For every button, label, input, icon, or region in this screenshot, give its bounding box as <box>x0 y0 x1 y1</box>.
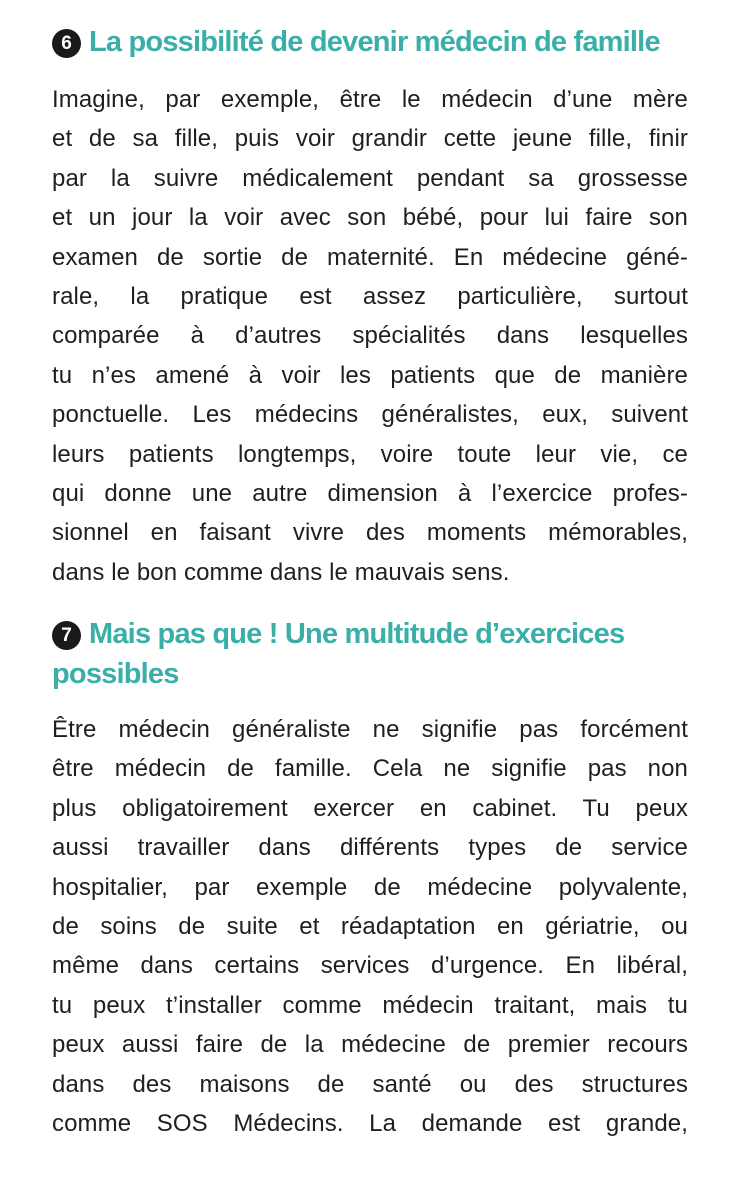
text-line: Imagine, par exemple, être le médecin d’une mère <box>52 86 688 113</box>
text-line: et un jour la voir avec son bébé, pour lui faire son <box>52 204 688 232</box>
section-paragraph-6 <box>52 80 688 592</box>
text-line: peux aussi faire de la médecine de premier recours <box>52 1031 688 1059</box>
text-line: et de sa fille, puis voir grandir cette jeune fille, finir <box>52 125 688 153</box>
text-line: être médecin de famille. Cela ne signifie pas non <box>52 755 688 783</box>
text-line: par la suivre médicalement pendant sa grossesse <box>52 164 688 192</box>
text-line: plus obligatoirement exercer en cabinet. Tu peux <box>52 794 688 822</box>
text-line: rale, la pratique est assez particulière, surtout <box>52 283 688 311</box>
text-line: aussi travailler dans différents types de service <box>52 834 688 862</box>
text-line: examen de sortie de maternité. En médecine géné- <box>52 243 688 271</box>
text-line: qui donne une autre dimension à l’exercice profes- <box>52 480 688 508</box>
section-heading-6 <box>52 22 660 62</box>
text-line: Être médecin généraliste ne signifie pas forcément <box>52 716 688 743</box>
text-line: leurs patients longtemps, voire toute leur vie, ce <box>52 440 688 468</box>
text-line: ponctuelle. Les médecins généralistes, eux, suivent <box>52 401 688 429</box>
text-line: comparée à d’autres spécialités dans lesquelles <box>52 322 688 350</box>
section-heading-7 <box>52 614 688 694</box>
text-line: de soins de suite et réadaptation en gériatrie, ou <box>52 913 688 941</box>
text-line: hospitalier, par exemple de médecine polyvalente, <box>52 873 688 901</box>
section-title-7: Mais pas que ! Une multitude d’exercices possibles <box>52 618 625 690</box>
section-paragraph-7 <box>52 710 688 1143</box>
section-number-badge-7: 7 <box>52 621 81 650</box>
text-line: sionnel en faisant vivre des moments mémorables, <box>52 519 688 547</box>
text-line: dans le bon comme dans le mauvais sens. <box>52 558 510 586</box>
text-line: comme SOS Médecins. La demande est grande, <box>52 1110 688 1138</box>
text-line: même dans certains services d’urgence. En libéral, <box>52 952 688 980</box>
section-number-badge-6: 6 <box>52 29 81 58</box>
text-line: tu n’es amené à voir les patients que de manière <box>52 361 688 389</box>
text-line: tu peux t’installer comme médecin traitant, mais tu <box>52 991 688 1019</box>
text-line: dans des maisons de santé ou des structures <box>52 1070 688 1098</box>
section-title-6: La possibilité de devenir médecin de famille <box>89 26 660 58</box>
